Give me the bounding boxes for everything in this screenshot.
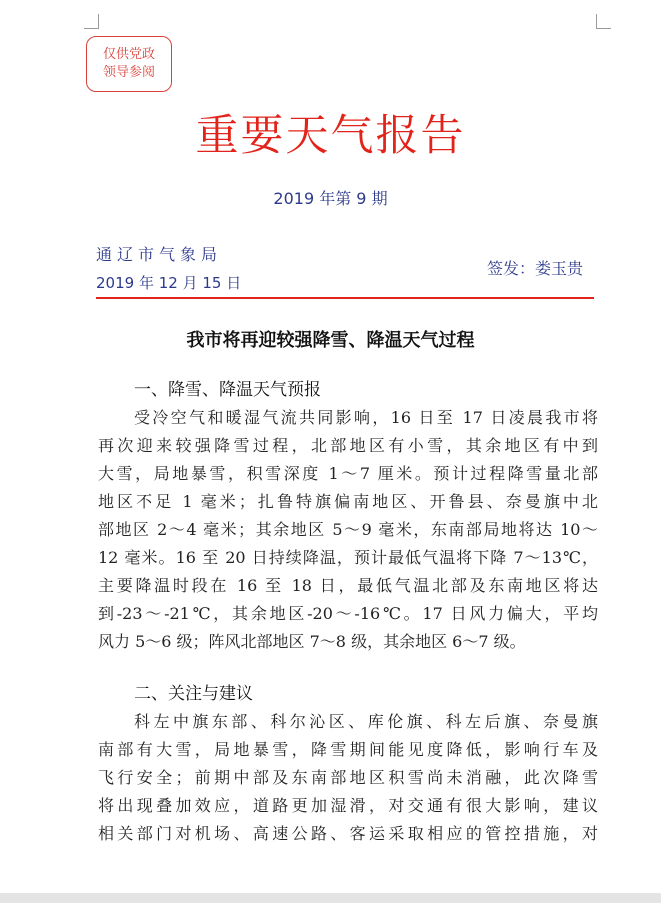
crop-mark-top-right [596, 14, 611, 29]
section-1-body [98, 404, 598, 656]
body-line: 将出现叠加效应，道路更加湿滑，对交通有很大影响，建议 [98, 796, 598, 815]
body-line: 风力 5～6 级；阵风北部地区 7～8 级，其余地区 6～7 级。 [98, 632, 526, 651]
body-line: 相关部门对机场、高速公路、客运采取相应的管控措施，对 [98, 824, 598, 843]
page-gap [0, 893, 661, 903]
body-line: 到-23～-21℃，其余地区-20～-16℃。17 日风力偏大，平均 [98, 604, 598, 623]
headline: 我市将再迎较强降雪、降温天气过程 [186, 330, 475, 351]
body-line: 大雪，局地暴雪，积雪深度 1～7 厘米。预计过程降雪量北部 [98, 464, 598, 483]
report-title: 重要天气报告 [195, 111, 466, 161]
section-1-title: 一、降雪、降温天气预报 [134, 380, 321, 400]
stamp-line-1: 仅供党政 [102, 47, 155, 62]
issuing-organization: 通辽市气象局 [96, 245, 223, 264]
section-2-title: 二、关注与建议 [134, 684, 253, 704]
body-line: 主要降温时段在 16 至 18 日，最低气温北部及东南地区将达 [98, 576, 598, 595]
red-divider [96, 297, 594, 299]
body-line: 再次迎来较强降雪过程，北部地区有小雪，其余地区有中到 [98, 436, 598, 455]
body-line: 南部有大雪，局地暴雪，降雪期间能见度降低，影响行车及 [98, 740, 598, 759]
stamp-line-2: 领导参阅 [102, 65, 155, 80]
confidential-stamp [86, 36, 172, 92]
body-line: 地区不足 1 毫米；扎鲁特旗偏南地区、开鲁县、奈曼旗中北 [98, 492, 598, 511]
body-line: 部地区 2～4 毫米；其余地区 5～9 毫米，东南部局地将达 10～ [98, 520, 598, 539]
body-line: 12 毫米。16 至 20 日持续降温，预计最低气温将下降 7～13℃， [98, 548, 598, 567]
signer: 签发：娄玉贵 [487, 259, 584, 278]
crop-mark-top-left [84, 14, 99, 29]
issue-number: 2019 年第 9 期 [273, 189, 388, 208]
section-2-body [98, 708, 598, 848]
issue-date: 2019 年 12 月 15 日 [96, 274, 242, 292]
body-line: 受冷空气和暖湿气流共同影响，16 日至 17 日凌晨我市将 [134, 408, 598, 427]
body-line: 飞行安全；前期中部及东南部地区积雪尚未消融，此次降雪 [98, 768, 598, 787]
body-line: 科左中旗东部、科尔沁区、库伦旗、科左后旗、奈曼旗 [134, 712, 598, 731]
